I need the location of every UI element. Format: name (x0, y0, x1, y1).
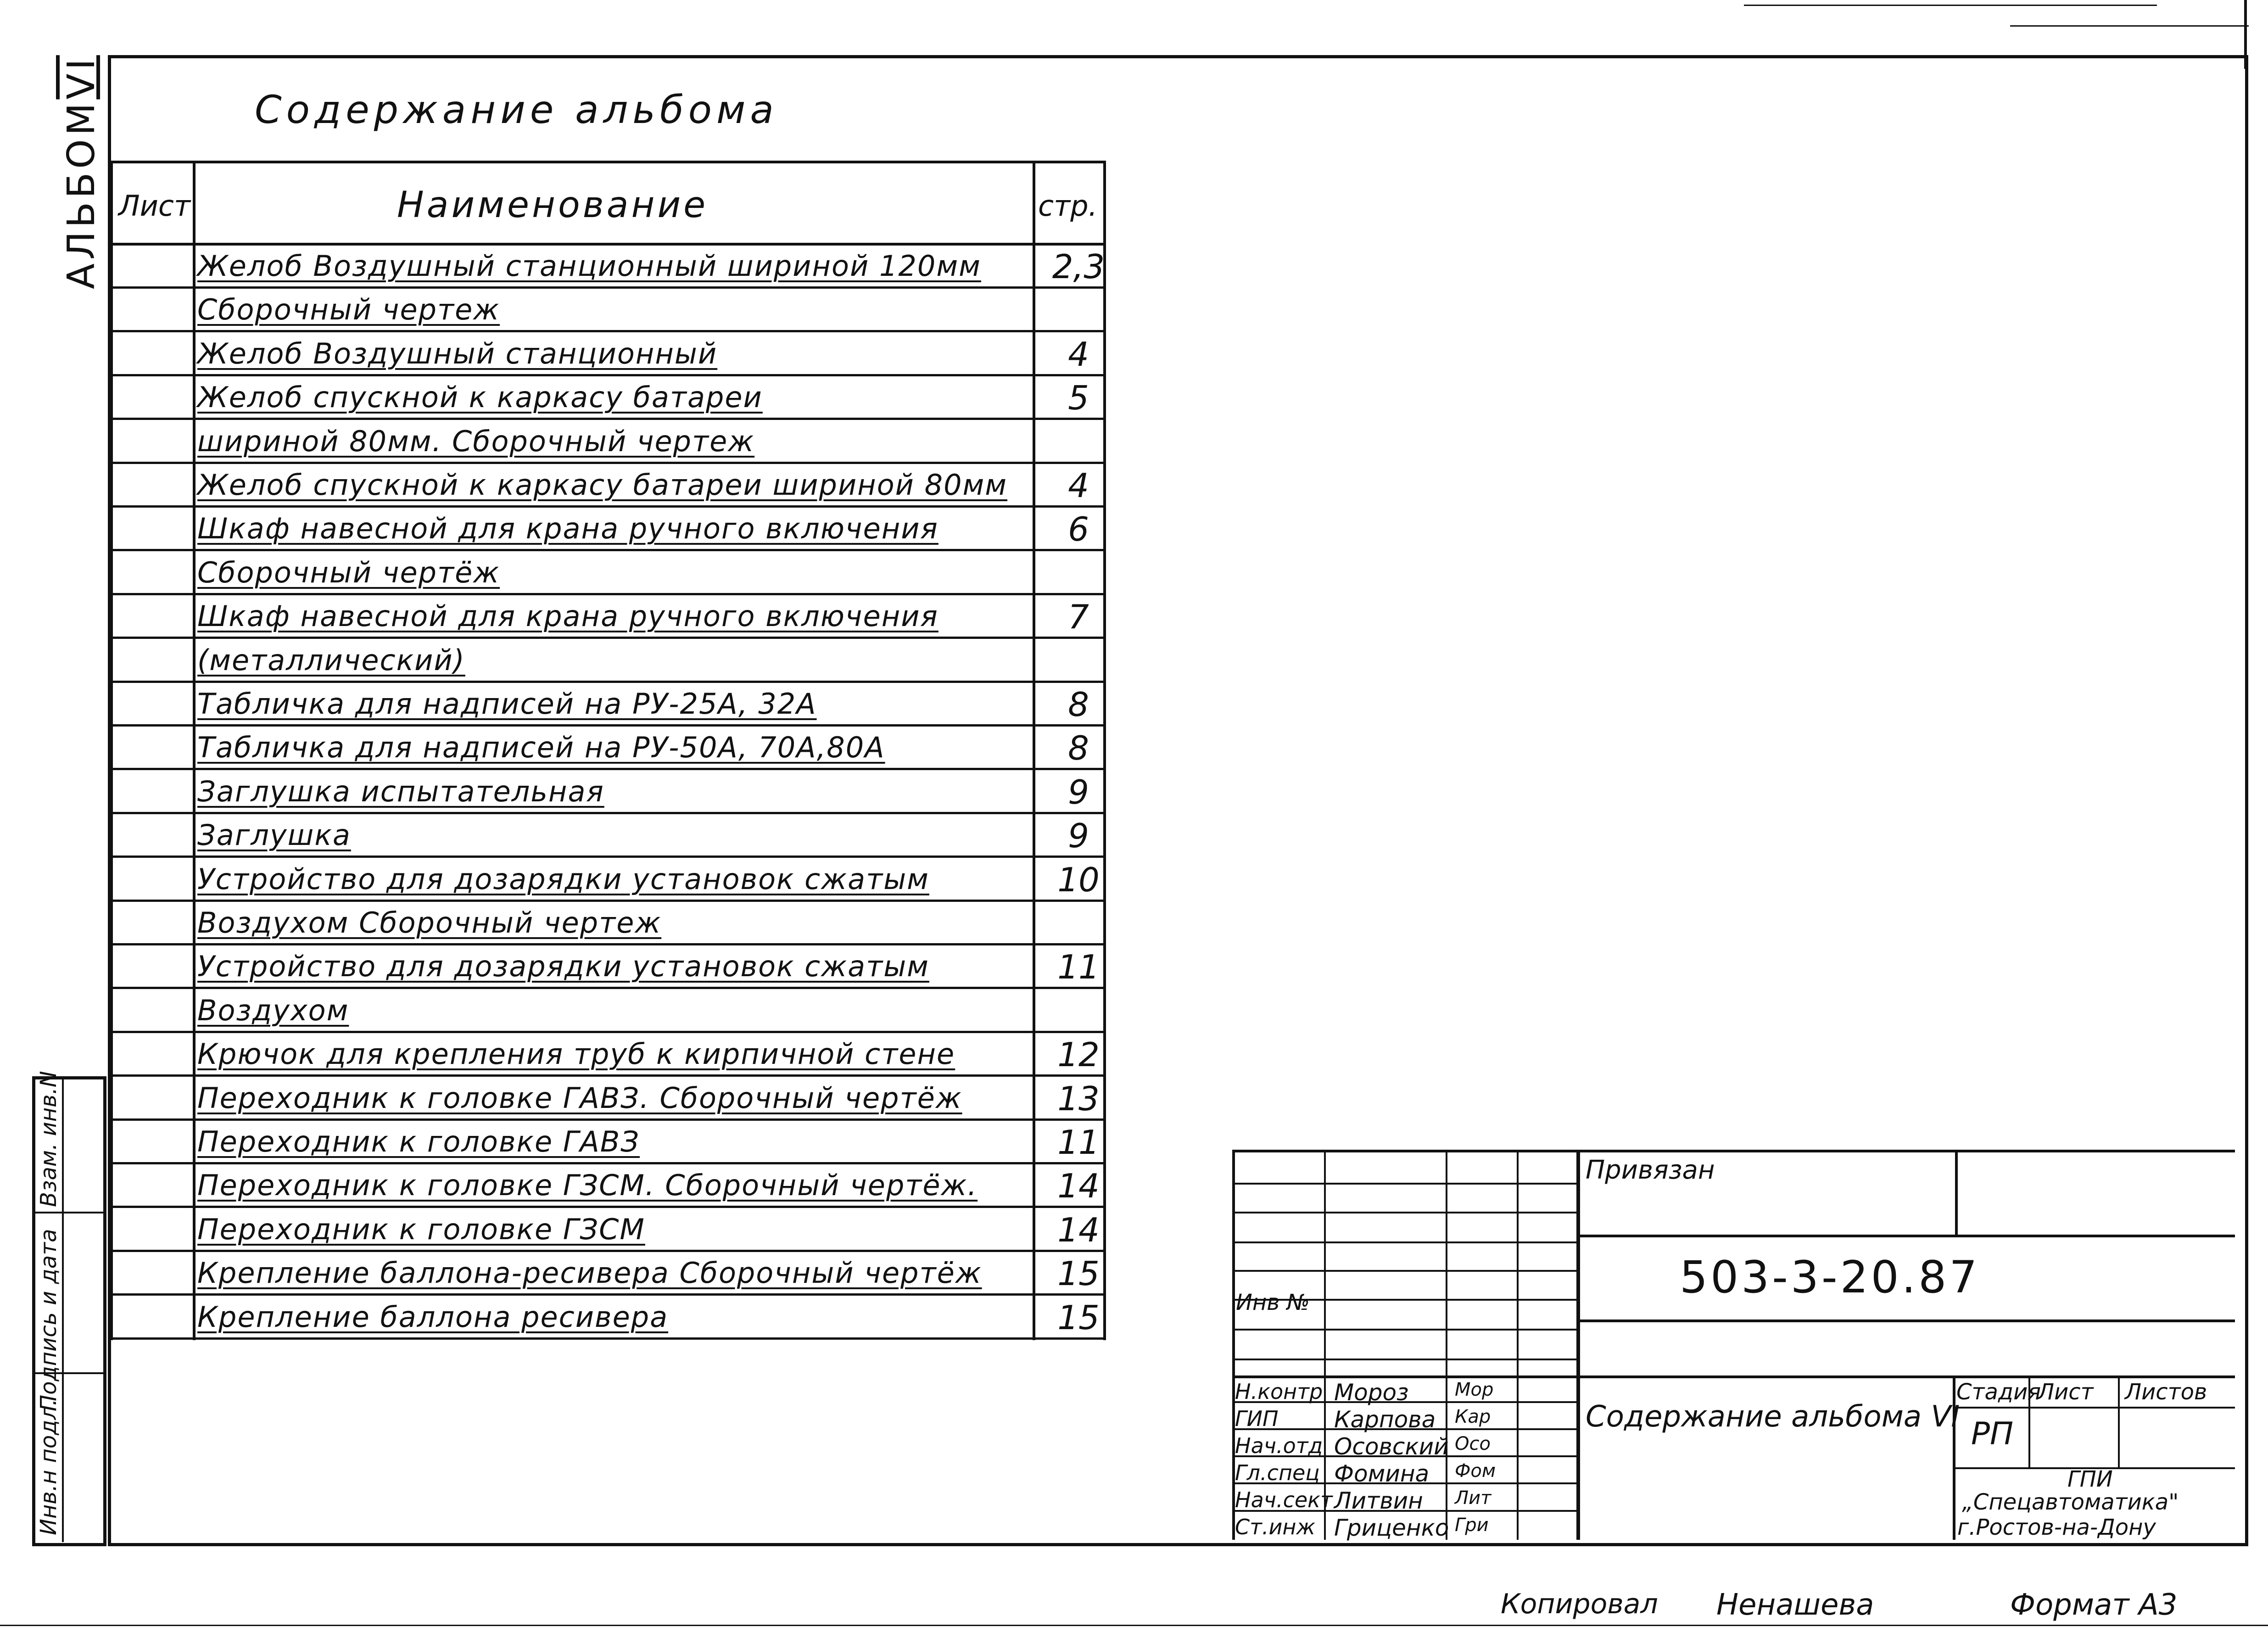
stamp-grid-line (1953, 1407, 2235, 1409)
table-row (110, 596, 1106, 639)
page-title: Содержание альбома (255, 87, 778, 132)
table-row (110, 1078, 1106, 1121)
title-block (1232, 1150, 2235, 1540)
stamp-grid-line (2118, 1375, 2120, 1467)
staff-signature: Осо (1455, 1433, 1491, 1454)
stray-mark (2244, 0, 2247, 69)
staff-signature: Фом (1455, 1460, 1496, 1482)
table-row (110, 464, 1106, 508)
bottom-edge-line (0, 1625, 2268, 1626)
stage-header: Стадия (1956, 1379, 2041, 1405)
table-row (110, 727, 1106, 770)
stamp-grid-line (1953, 1375, 1955, 1540)
table-row (110, 990, 1106, 1033)
table-row (110, 421, 1106, 464)
stamp-grid-line (1232, 1359, 1577, 1360)
table-row (110, 1297, 1106, 1340)
row-name: (металлический) (197, 643, 465, 677)
staff-role: Н.контр (1235, 1379, 1323, 1404)
row-page: 9 (1068, 772, 1089, 811)
row-name: Устройство для дозарядки установок сжатым (197, 950, 929, 984)
row-name: Устройство для дозарядки установок сжатым (197, 862, 929, 896)
table-row (110, 289, 1106, 332)
row-page: 12 (1057, 1035, 1100, 1074)
row-name: Шкаф навесной для крана ручного включения (197, 599, 938, 633)
row-name: Шкаф навесной для крана ручного включения (197, 512, 938, 546)
staff-signature: Гри (1455, 1515, 1489, 1536)
row-page: 13 (1057, 1079, 1100, 1118)
table-header-row (110, 161, 1106, 246)
copied-label: Копировал (1501, 1588, 1658, 1620)
row-name: Переходник к головке ГЗСМ. Сборочный чертёж. (197, 1169, 978, 1202)
doc-title: Содержание альбома VI (1586, 1400, 1960, 1434)
row-page: 10 (1057, 860, 1100, 899)
row-name: Переходник к головке ГАВЗ. Сборочный чертёж (197, 1081, 962, 1115)
row-page: 6 (1068, 510, 1089, 549)
row-name: Желоб спускной к каркасу батареи шириной 80мм (197, 468, 1008, 502)
row-page: 11 (1057, 948, 1100, 987)
stray-mark (1744, 5, 2157, 6)
row-name: Воздухом Сборочный чертеж (197, 906, 662, 939)
album-number: VI (60, 55, 103, 100)
format-label: Формат А3 (2010, 1588, 2178, 1622)
staff-signature: Лит (1455, 1487, 1492, 1509)
row-name: Заглушка (197, 818, 351, 852)
row-page: 15 (1057, 1298, 1100, 1337)
staff-name: Фомина (1334, 1460, 1430, 1487)
table-row (110, 815, 1106, 858)
contents-table (110, 161, 1106, 1340)
row-name: Воздухом (197, 993, 349, 1027)
staff-signature: Мор (1455, 1379, 1494, 1400)
row-page: 2,3 (1052, 247, 1105, 286)
stamp-grid-line (1577, 1319, 2235, 1322)
org-line3: г.Ростов-на-Дону (1957, 1515, 2156, 1540)
staff-role: ГИП (1235, 1406, 1279, 1431)
row-name: Крючок для крепления труб к кирпичной стене (197, 1037, 955, 1071)
row-page: 8 (1068, 729, 1089, 768)
header-sheet: Лист (118, 189, 191, 223)
staff-role: Нач.отд (1235, 1433, 1323, 1458)
table-row (110, 333, 1106, 376)
row-name: Крепление баллона-ресивера Сборочный чертёж (197, 1256, 982, 1290)
stamp-grid-line (1232, 1270, 1577, 1272)
row-page: 5 (1068, 379, 1089, 418)
staff-name: Карпова (1334, 1406, 1436, 1433)
staff-role: Нач.сект (1235, 1487, 1333, 1512)
table-row (110, 640, 1106, 683)
stamp-grid-line (1955, 1150, 1958, 1235)
table-row (110, 1209, 1106, 1252)
stamp-grid-line (1577, 1235, 2235, 1237)
copied-name: Ненашева (1716, 1588, 1874, 1622)
org-line1: ГПИ (2067, 1466, 2113, 1492)
row-name: Желоб Воздушный станционный шириной 120мм (197, 249, 981, 283)
staff-role: Гл.спец (1235, 1460, 1320, 1485)
row-name: Табличка для надписей на РУ-50А, 70А,80А (197, 731, 885, 765)
row-page: 14 (1057, 1167, 1100, 1206)
stamp-grid-line (1232, 1329, 1577, 1331)
stamp-grid-line (1232, 1212, 1577, 1213)
row-name: Сборочный чертёж (197, 555, 500, 589)
table-row (110, 859, 1106, 902)
row-page: 15 (1057, 1254, 1100, 1293)
stray-mark (2010, 25, 2249, 27)
row-name: Сборочный чертеж (197, 293, 500, 327)
table-row (110, 902, 1106, 945)
sheets-header: Листов (2125, 1379, 2207, 1405)
sheet-header: Лист (2038, 1379, 2094, 1405)
stage-value: РП (1971, 1416, 2014, 1452)
row-page: 11 (1057, 1123, 1100, 1162)
staff-name: Гриценко (1334, 1515, 1449, 1541)
margin-strip-divider (32, 1212, 103, 1213)
row-page: 4 (1068, 335, 1089, 374)
staff-name: Осовский (1334, 1433, 1449, 1460)
document-code: 503-3-20.87 (1680, 1252, 1980, 1303)
org-line2: „Спецавтоматика" (1962, 1489, 2179, 1515)
row-page: 14 (1057, 1210, 1100, 1249)
stamp-grid-line (1577, 1150, 1580, 1540)
table-row (110, 246, 1106, 289)
header-name: Наименование (397, 185, 709, 226)
table-row (110, 1252, 1106, 1296)
stamp-grid-line (1232, 1241, 1577, 1243)
table-row (110, 552, 1106, 595)
table-row (110, 377, 1106, 420)
album-label (60, 55, 103, 289)
row-page: 8 (1068, 685, 1089, 724)
row-name: Крепление баллона ресивера (197, 1300, 669, 1334)
table-row (110, 771, 1106, 814)
margin-strip-divider (62, 1076, 64, 1542)
table-row (110, 1034, 1106, 1077)
header-page: стр. (1038, 189, 1098, 223)
table-row (110, 1165, 1106, 1208)
row-name: Желоб спускной к каркасу батареи (197, 380, 763, 414)
row-name: Табличка для надписей на РУ-25А, 32А (197, 687, 817, 721)
margin-label-inv-orig: Инв.н подл. (36, 1398, 61, 1535)
stamp-grid-line (1232, 1183, 1577, 1185)
table-row (110, 1121, 1106, 1164)
row-name: Переходник к головке ГАВЗ (197, 1125, 640, 1158)
staff-name: Литвин (1334, 1487, 1423, 1514)
row-page: 7 (1068, 598, 1089, 637)
table-body (110, 246, 1106, 1340)
row-page: 4 (1068, 466, 1089, 505)
table-row (110, 946, 1106, 989)
staff-list (1232, 1375, 1577, 1540)
margin-label-replaced-inv: Взам. инв.N (36, 1071, 61, 1207)
row-name: Заглушка испытательная (197, 774, 604, 808)
staff-name: Мороз (1334, 1379, 1409, 1406)
staff-role: Ст.инж (1235, 1515, 1315, 1539)
table-row (110, 683, 1106, 727)
row-page: 9 (1068, 816, 1089, 855)
attached-label: Привязан (1586, 1155, 1715, 1185)
table-row (110, 508, 1106, 551)
row-name: Переходник к головке ГЗСМ (197, 1212, 645, 1246)
margin-label-signature-date: Подпись и дата (36, 1229, 61, 1411)
album-label-text: АЛЬБОМ (60, 99, 103, 289)
staff-signature: Кар (1455, 1406, 1491, 1427)
row-name: Желоб Воздушный станционный (197, 336, 718, 370)
inv-no-label: Инв № (1236, 1290, 1310, 1315)
row-name: шириной 80мм. Сборочный чертеж (197, 424, 755, 458)
